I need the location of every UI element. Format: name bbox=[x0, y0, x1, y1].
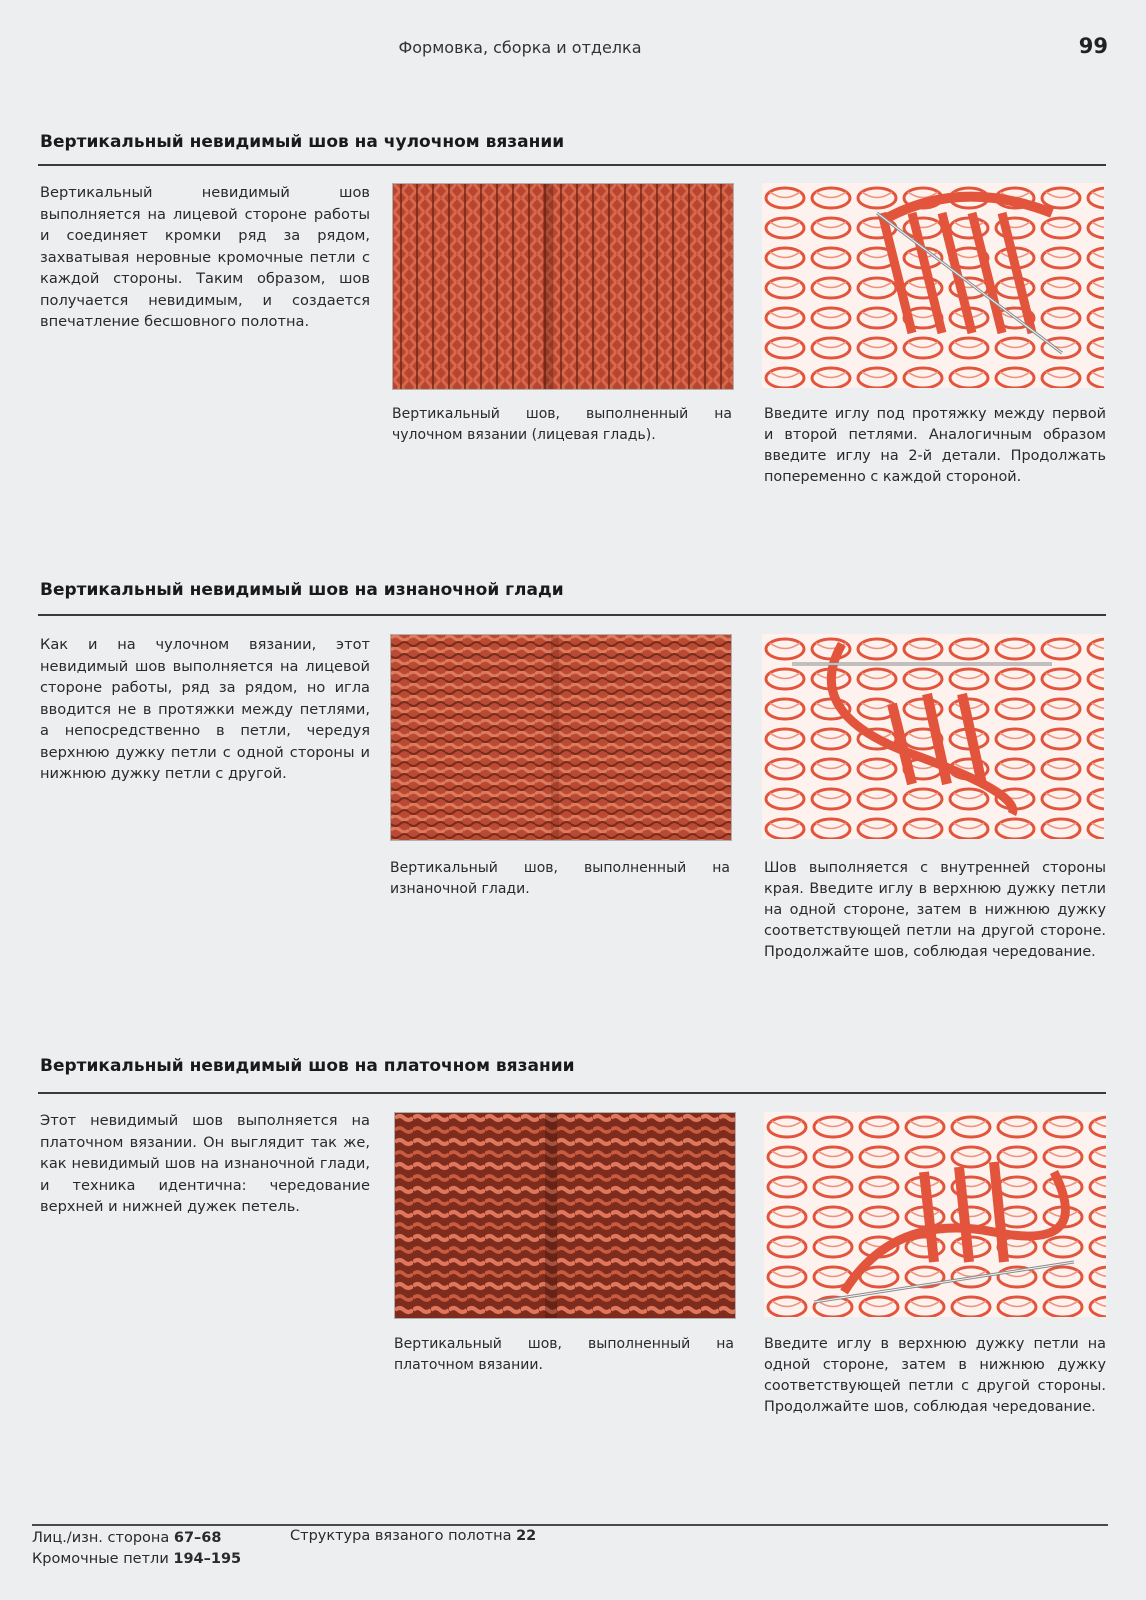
footer-ref-label: Лиц./изн. сторона bbox=[32, 1530, 170, 1546]
footer-ref-2 bbox=[32, 1549, 241, 1570]
section-body-text: Как и на чулочном вязании, этот невидимый шов выполняется на лицевой стороне работы, ряд за рядом, но игла вводится не в протяжки между петлями, а непосредственно в петли, чередуя верхнюю дужку петли с одной стороны и нижнюю дужку петли с другой. bbox=[40, 636, 370, 782]
section-title: Вертикальный невидимый шов на изнаночной глади bbox=[40, 580, 564, 600]
section-title: Вертикальный невидимый шов на чулочном вязании bbox=[40, 132, 565, 152]
footer-divider bbox=[32, 1524, 1108, 1526]
footer-ref-pages: 194–195 bbox=[173, 1551, 242, 1567]
footer-cross-references bbox=[32, 1528, 241, 1570]
photo-caption: Вертикальный шов, выполненный на изнаночной глади. bbox=[390, 860, 730, 897]
garter-seam-diagram bbox=[764, 1112, 1106, 1317]
stockinette-seam-photo bbox=[392, 183, 734, 390]
diagram-caption: Шов выполняется с внутренней стороны края. Введите иглу в верхнюю дужку петли на одной стороне, затем в нижнюю дужку соответствующей петли на другой стороне. Продолжайте шов, соблюдая чередование. bbox=[764, 860, 1106, 960]
section-divider bbox=[38, 614, 1106, 616]
footer-ref-label: Структура вязаного полотна bbox=[290, 1528, 512, 1544]
section-title: Вертикальный невидимый шов на платочном вязании bbox=[40, 1056, 575, 1076]
section-body-text: Этот невидимый шов выполняется на платочном вязании. Он выглядит так же, как невидимый шов на изнаночной глади, и техника идентична: чередование верхней и нижней дужек петель. bbox=[40, 1112, 370, 1215]
reverse-stockinette-seam-photo bbox=[390, 634, 732, 841]
diagram-caption: Введите иглу в верхнюю дужку петли на одной стороне, затем в нижнюю дужку соответствующей петли с другой стороны. Продолжайте шов, соблюдая чередование. bbox=[764, 1336, 1106, 1415]
section-divider bbox=[38, 1092, 1106, 1094]
photo-caption: Вертикальный шов, выполненный на платочном вязании. bbox=[394, 1336, 734, 1373]
section-divider bbox=[38, 164, 1106, 166]
footer-ref-3 bbox=[290, 1528, 536, 1544]
footer-ref-pages: 67–68 bbox=[173, 1530, 222, 1546]
running-head: Формовка, сборка и отделка bbox=[398, 38, 642, 57]
page-number: 99 bbox=[1078, 34, 1108, 58]
section-body-text: Вертикальный невидимый шов выполняется на лицевой стороне работы и соединяет кромки ряд за рядом, захватывая неровные кромочные петли с каждой стороны. Таким образом, шов получается невидимым, и создается впечатление бесшовного полотна. bbox=[40, 184, 370, 330]
stockinette-seam-diagram bbox=[762, 183, 1104, 388]
footer-ref-1 bbox=[32, 1528, 241, 1549]
garter-seam-photo bbox=[394, 1112, 736, 1319]
diagram-caption: Введите иглу под протяжку между первой и второй петлями. Аналогичным образом введите иглу на 2-й детали. Продолжать попеременно с каждой стороной. bbox=[764, 406, 1106, 485]
reverse-stockinette-seam-diagram bbox=[762, 634, 1104, 839]
footer-ref-pages: 22 bbox=[516, 1528, 537, 1544]
footer-ref-label: Кромочные петли bbox=[32, 1551, 169, 1567]
photo-caption: Вертикальный шов, выполненный на чулочном вязании (лицевая гладь). bbox=[392, 406, 732, 443]
